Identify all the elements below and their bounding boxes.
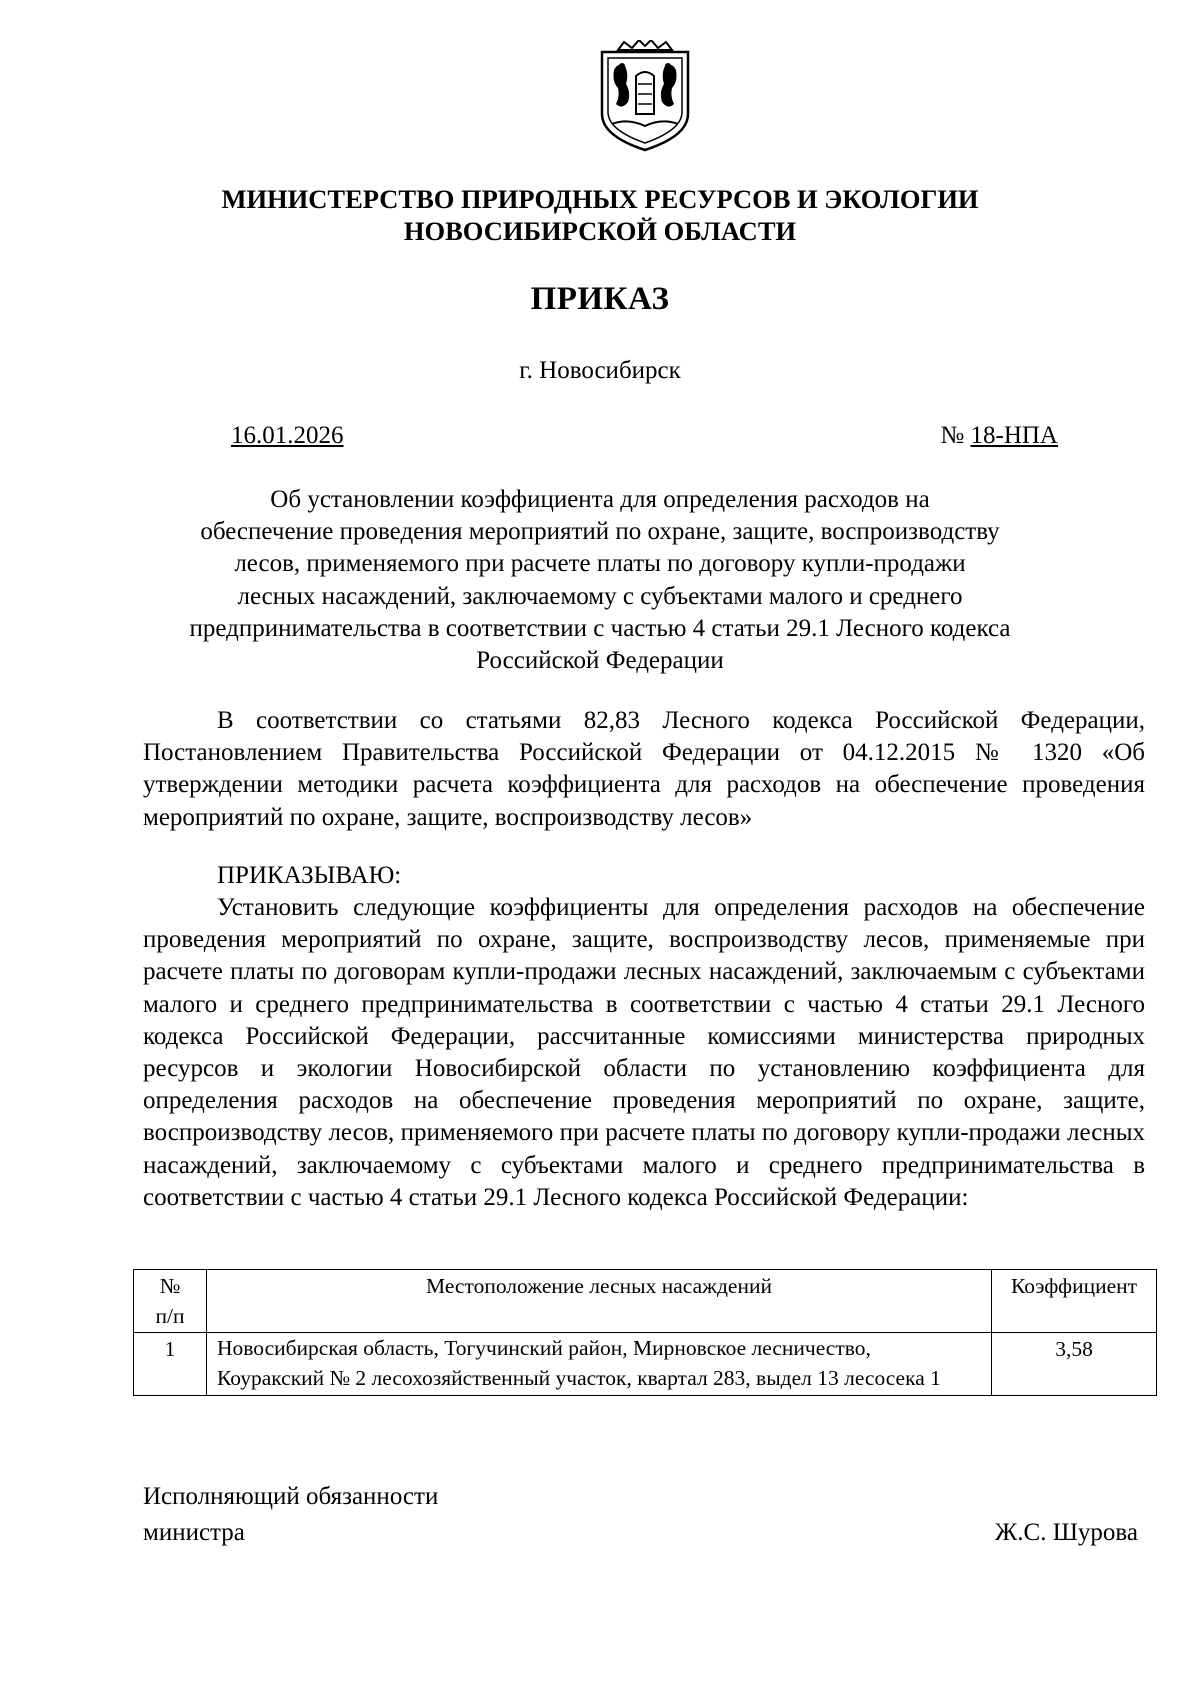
order-keyword: ПРИКАЗЫВАЮ: [217, 862, 402, 889]
document-date: 16.01.2026 [231, 422, 344, 449]
ministry-name-line2: НОВОСИБИРСКОЙ ОБЛАСТИ [403, 216, 797, 246]
column-header-number-line1: № [159, 1274, 181, 1298]
row-number: 1 [134, 1333, 207, 1396]
signatory-position [143, 1479, 438, 1551]
ministry-name [0, 183, 1200, 247]
table-header-row [134, 1270, 1157, 1333]
preamble-paragraph: В соответствии со статьями 82,83 Лесного кодекса Российской Федерации, Постановлением Правительства Российской Федерации от 04.12.2015 № 1320 «Об утверждении методики расчета коэффициента для расходов на обеспечение проведения мероприятий по охране, защите, воспроизводству лесов» [143, 707, 1145, 831]
subject-line: предпринимательства в соответствии с частью 4 статьи 29.1 Лесного кодекса [189, 614, 1011, 642]
signatory-name: Ж.С. Шурова [994, 1519, 1138, 1546]
city: г. Новосибирск [519, 357, 681, 384]
document-number-value: 18-НПА [970, 422, 1058, 449]
document-number-prefix: № [940, 422, 971, 449]
subject-line: лесов, применяемого при расчете платы по договору купли-продажи [234, 550, 966, 578]
document-subject [150, 484, 1050, 677]
table-row [134, 1333, 1157, 1396]
column-header-coefficient: Коэффициент [992, 1270, 1157, 1333]
document-type: ПРИКАЗ [530, 281, 670, 317]
subject-line: лесных насаждений, заключаемому с субъектами малого и среднего [237, 582, 963, 610]
signatory-position-line1: Исполняющий обязанности [143, 1483, 439, 1510]
coefficient-table [133, 1269, 1157, 1396]
subject-line: Об установлении коэффициента для определения расходов на [270, 486, 930, 513]
row-coefficient: 3,58 [992, 1333, 1157, 1396]
column-header-number-line2: п/п [155, 1304, 185, 1328]
signatory-position-line2: министра [143, 1519, 245, 1546]
subject-line: обеспечение проведения мероприятий по охране, защите, воспроизводству [200, 518, 1000, 546]
column-header-location: Местоположение лесных насаждений [207, 1270, 992, 1333]
order-paragraph: Установить следующие коэффициенты для определения расходов на обеспечение проведения мероприятий по охране, защите, воспроизводству лесов, применяемые при расчете платы по договорам купли-продажи лесных насаждений, заключаемым с субъектами малого и среднего предпринимательства в соответствии с частью 4 статьи 29.1 Лесного кодекса Российской Федерации, рассчитанные комиссиями министерства природных ресурсов и экологии Новосибирской области по установлению коэффициента для определения расходов на обеспечение проведения мероприятий по охране, защите, воспроизводству лесов, применяемого при расчете платы по договору купли-продажи лесных насаждений, заключаемому с субъектами малого и среднего предпринимательства в соответствии с частью 4 статьи 29.1 Лесного кодекса Российской Федерации: [143, 894, 1145, 1211]
coat-of-arms-icon [598, 40, 692, 152]
row-location: Новосибирская область, Тогучинский район, Мирновское лесничество, Коуракский № 2 лесохозяйственный участок, квартал 283, выдел 13 лесосека 1 [207, 1333, 992, 1396]
subject-line: Российской Федерации [476, 647, 724, 675]
document-number [940, 420, 1058, 452]
column-header-number [134, 1270, 207, 1333]
ministry-name-line1: МИНИСТЕРСТВО ПРИРОДНЫХ РЕСУРСОВ И ЭКОЛОГИИ [221, 184, 979, 214]
